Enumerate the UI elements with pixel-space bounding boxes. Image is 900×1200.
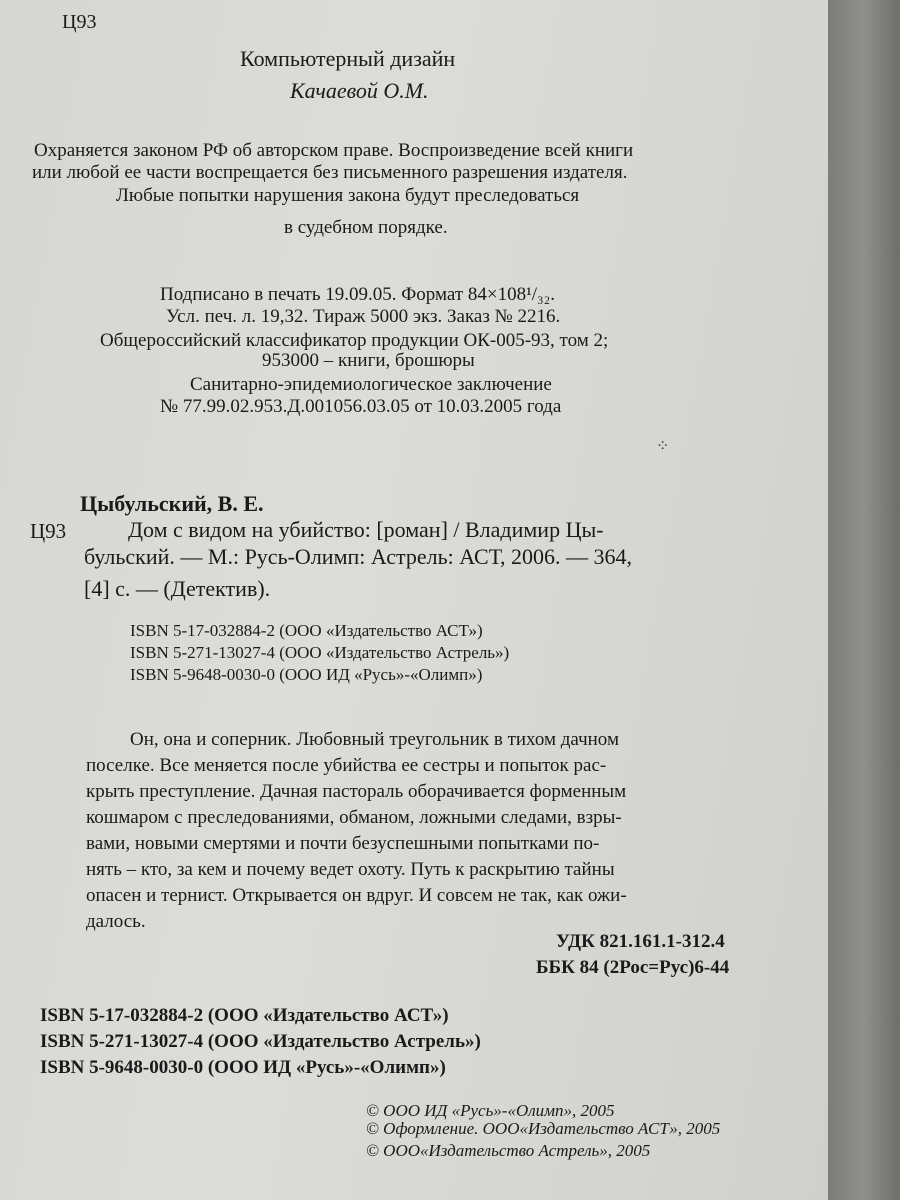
annotation-line: опасен и тернист. Открывается он вдруг. И совсем не так, как ожи-	[86, 885, 627, 906]
print-info-line: № 77.99.02.953.Д.001056.03.05 от 10.03.2005 года	[160, 396, 562, 417]
isbn-bold: ISBN 5-9648-0030-0 (ООО ИД «Русь»-«Олимп»)	[40, 1057, 446, 1078]
copyright-line: © ООО«Издательство Астрель», 2005	[366, 1141, 651, 1160]
copyright-notice-line: Охраняется законом РФ об авторском праве. Воспроизведение всей книги	[34, 140, 634, 161]
annotation-line: далось.	[86, 911, 146, 932]
catalog-code: Ц93	[30, 519, 67, 543]
copyright-line: © ООО ИД «Русь»-«Олимп», 2005	[366, 1101, 615, 1120]
copyright-notice-line: в судебном порядке.	[284, 217, 448, 238]
top-catalog-code: Ц93	[62, 11, 97, 33]
print-info-line: Усл. печ. л. 19,32. Тираж 5000 экз. Заказ № 2216.	[166, 306, 561, 327]
print-info-line: 953000 – книги, брошюры	[262, 350, 475, 371]
udk-code: УДК 821.161.1-312.4	[556, 931, 725, 952]
pen-mark-icon: ⁘	[656, 438, 670, 455]
annotation-line: кошмаром с преследованиями, обманом, ложными следами, взры-	[86, 807, 622, 828]
annotation-line: вами, новыми смертями и почти безуспешными попытками по-	[86, 833, 600, 854]
isbn-bold: ISBN 5-17-032884-2 (ООО «Издательство АСТ»)	[40, 1005, 449, 1026]
annotation-line: нять – кто, за кем и почему ведет охоту. Путь к раскрытию тайны	[86, 859, 615, 880]
print-info-line: Общероссийский классификатор продукции ОК-005-93, том 2;	[100, 330, 609, 351]
isbn-bold: ISBN 5-271-13027-4 (ООО «Издательство Астрель»)	[40, 1031, 481, 1052]
catalog-isbn: ISBN 5-271-13027-4 (ООО «Издательство Астрель»)	[130, 643, 510, 662]
catalog-entry-line: Дом с видом на убийство: [роман] / Владимир Цы-	[128, 517, 604, 542]
catalog-isbn: ISBN 5-9648-0030-0 (ООО ИД «Русь»-«Олимп»)	[130, 665, 483, 684]
annotation-line: поселке. Все меняется после убийства ее сестры и попыток рас-	[86, 755, 607, 776]
catalog-entry-line: [4] с. — (Детектив).	[84, 576, 271, 601]
catalog-entry-line: бульский. — М.: Русь-Олимп: Астрель: АСТ, 2006. — 364,	[84, 544, 632, 569]
annotation-line: крыть преступление. Дачная пастораль оборачивается форменным	[86, 781, 627, 802]
copyright-line: © Оформление. ООО«Издательство АСТ», 2005	[366, 1119, 721, 1138]
book-spine-edge	[828, 0, 900, 1200]
annotation-line: Он, она и соперник. Любовный треугольник в тихом дачном	[130, 729, 619, 750]
copyright-notice-line: Любые попытки нарушения закона будут преследоваться	[116, 185, 580, 206]
catalog-isbn: ISBN 5-17-032884-2 (ООО «Издательство АСТ»)	[130, 621, 483, 640]
design-credit-title: Компьютерный дизайн	[240, 46, 456, 71]
catalog-author: Цыбульский, В. Е.	[80, 491, 264, 516]
design-credit-name: Качаевой О.М.	[290, 78, 429, 103]
copyright-notice-line: или любой ее части воспрещается без письменного разрешения издателя.	[32, 162, 628, 183]
print-info-line: Подписано в печать 19.09.05. Формат 84×108¹/₃₂.	[160, 284, 556, 305]
print-info-line: Санитарно-эпидемиологическое заключение	[190, 374, 552, 395]
bbk-code: ББК 84 (2Рос=Рус)6-44	[536, 957, 730, 978]
